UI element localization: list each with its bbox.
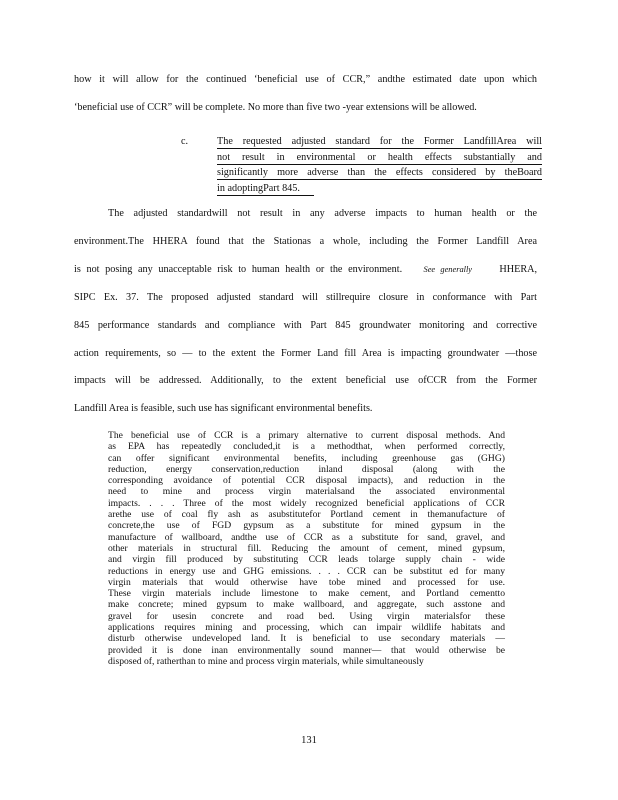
paragraph-line: action requirements, so — to the extent the Former Land fill Area is impacting groundwater —those (74, 348, 537, 359)
paragraph-line-with-citation (74, 264, 537, 276)
quote-line: and virgin fill produced by substituting CCR leads tolarge supply chain - wide (108, 554, 505, 566)
citation-signal: See generally (423, 265, 473, 274)
quote-line: as EPA has repeatedly concluded,it is a methodthat, when performed correctly, (108, 441, 505, 453)
heading-line: not result in environmental or health effects substantially and (217, 151, 542, 163)
paragraph-line: how it will allow for the continued ‘beneficial use of CCR,” andthe estimated date upon which (74, 74, 537, 85)
quote-line: arethe use of coal fly ash as asubstitutefor Portland cement in themanufacture of (108, 509, 505, 521)
quote-line: reductions in energy use and GHG emissions. . . . CCR can be substitut ed for many (108, 565, 505, 577)
heading-line: The requested adjusted standard for the Former LandfillArea will (217, 136, 542, 147)
paragraph-line: Landfill Area is feasible, such use has significant environmental benefits. (74, 403, 373, 414)
heading-letter: c. (181, 136, 189, 147)
paragraph-line: The adjusted standardwill not result in any adverse impacts to human health or the (108, 208, 537, 219)
quote-line: disposed of, ratherthan to mine and process virgin materials, while simultaneously (108, 655, 424, 667)
quote-line: corresponding avoidance of potential CCR disposal impacts), and reduction in the (108, 475, 505, 487)
section-heading (181, 136, 542, 198)
heading-line: in adoptingPart 845. (217, 183, 314, 196)
paragraph-line: SIPC Ex. 37. The proposed adjusted standard will stillrequire closure in conformance with Part (74, 292, 537, 303)
quote-line: reduction, energy conservation,reduction inland disposal (along with the (108, 463, 505, 475)
quote-line: impacts. . . . Three of the most widely recognized beneficial applications of CCR (108, 497, 505, 509)
quote-line: virgin materials that would otherwise have tobe mined and processed for use. (108, 576, 505, 588)
heading-line: significantly more adverse than the effects considered by theBoard (217, 167, 542, 178)
quote-line: These virgin materials include limestone to make cement, and Portland cementto (108, 588, 505, 600)
quote-line: The beneficial use of CCR is a primary alternative to current disposal methods. And (108, 430, 505, 441)
citation-text: HHERA, (499, 264, 538, 275)
paragraph-line: 845 performance standards and compliance with Part 845 groundwater monitoring and corrective (74, 320, 537, 331)
quote-line: other materials in structural fill. Reducing the amount of cement, mined gypsum, (108, 542, 505, 554)
quote-line: can offer significant environmental benefits, including greenhouse gas (GHG) (108, 452, 505, 464)
quote-line: concrete,the use of FGD gypsum as a substitute for mined gypsum in the (108, 520, 505, 532)
page-number: 131 (301, 735, 317, 746)
paragraph-line: ‘beneficial use of CCR” will be complete. No more than five two -year extensions will be allowed. (74, 102, 477, 113)
quote-line: provided it is done inan environmentally sound manner— that would otherwise be (108, 644, 505, 656)
paragraph-text: is not posing any unacceptable risk to human health or the environment. (74, 264, 403, 275)
block-quote (108, 430, 505, 667)
paragraph-line: environment.The HHERA found that the Stationas a whole, including the Former Landfill Area (74, 236, 537, 247)
quote-line: disturb otherwise undeveloped land. It is beneficial to use secondary materials — (108, 633, 505, 645)
quote-line: applications requires mining and processing, which can impair wildlife habitats and (108, 622, 505, 634)
paragraph-line: impacts will be addressed. Additionally, to the extent beneficial use ofCCR from the Former (74, 375, 537, 386)
quote-line: gravel for usesin concrete and road bed. Using virgin materialsfor these (108, 610, 505, 622)
quote-line: make concrete; mined gypsum to make wallboard, and aggregate, such asstone and (108, 599, 505, 611)
quote-line: need to mine and process virgin materialsand the associated environmental (108, 486, 505, 498)
quote-line: manufacture of wallboard, andthe use of CCR as a substitute for sand, gravel, and (108, 531, 505, 543)
